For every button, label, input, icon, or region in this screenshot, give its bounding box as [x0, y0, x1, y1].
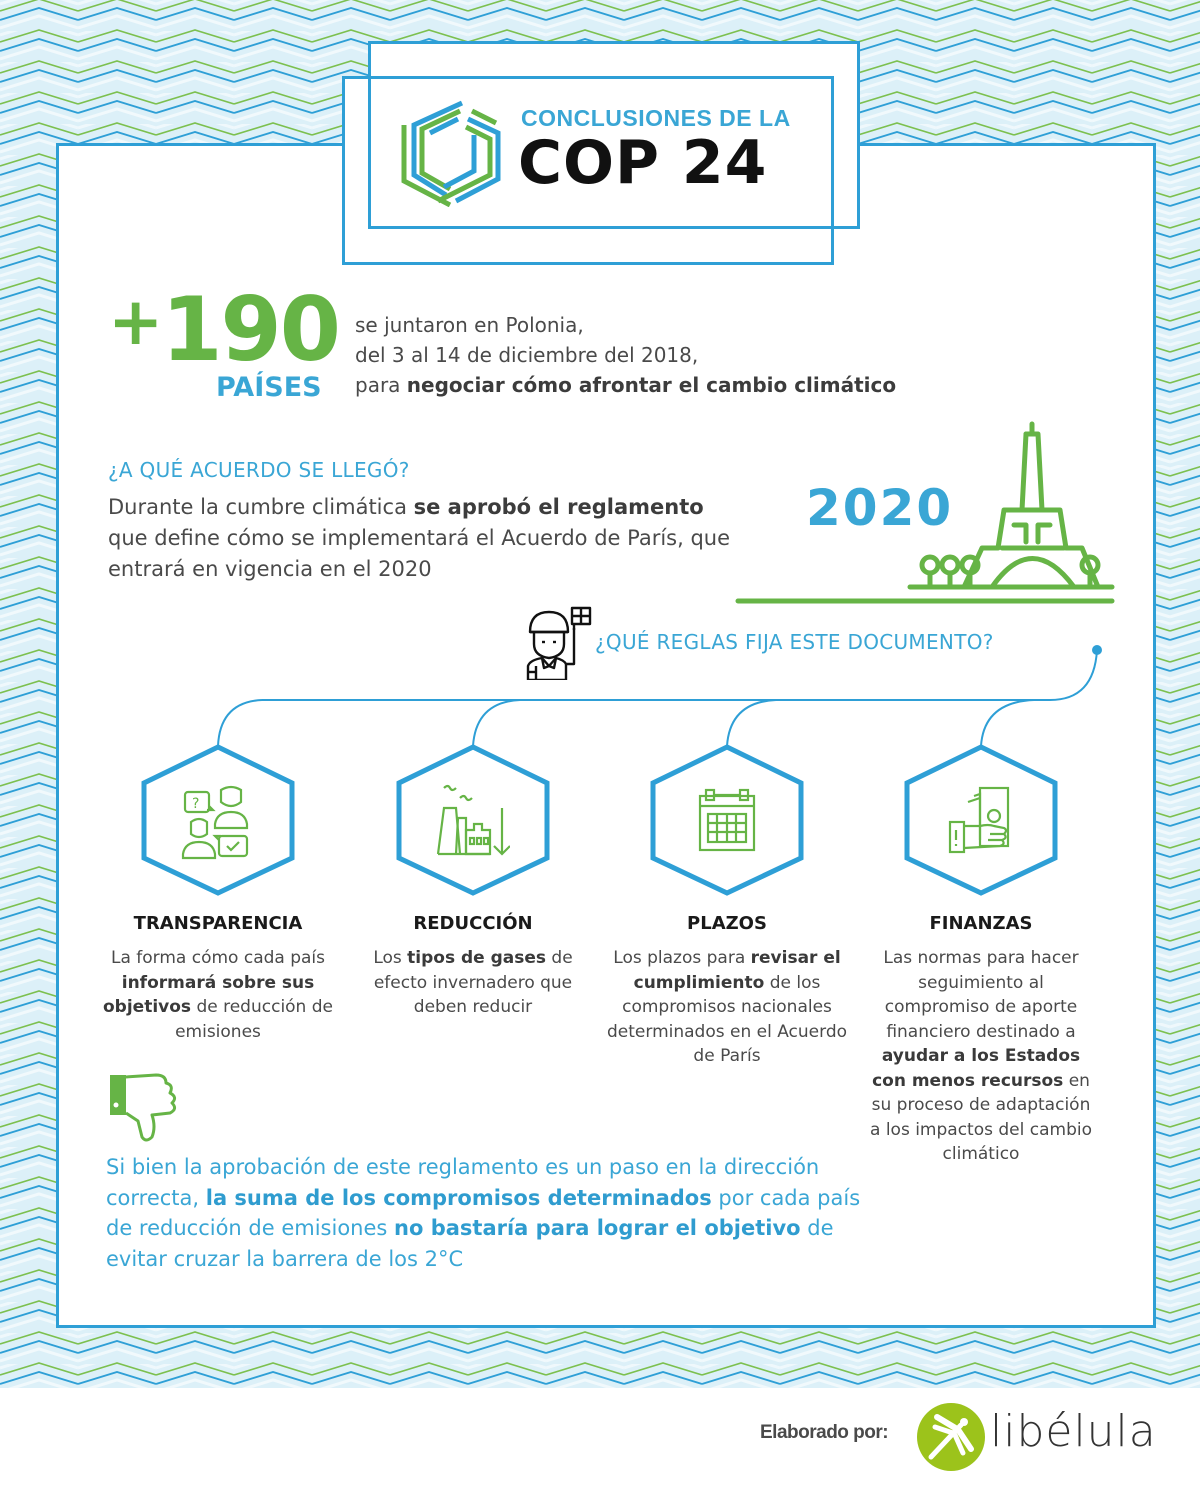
agreement-body-text: Durante la cumbre climática: [108, 495, 414, 519]
plus-sign: +: [108, 283, 162, 360]
item-text: de los compromisos nacionales determinados en el Acuerdo de París: [607, 972, 848, 1066]
intro-line-1: se juntaron en Polonia,: [355, 313, 584, 337]
conclusion-bold-part: la suma de los compromisos determinados: [205, 1185, 712, 1210]
conclusion-text-part: por cada país de reducción de emisiones: [106, 1185, 861, 1240]
intro-line-3-prefix: para: [355, 373, 407, 397]
hand-with-money-icon: [944, 780, 1018, 860]
year-2020: 2020: [806, 479, 954, 537]
people-discussion-icon: [181, 780, 255, 860]
item-text-bold: ayudar a los Estados con menos recursos: [872, 1046, 1081, 1091]
factory-emissions-down-icon: [436, 780, 510, 860]
worker-with-flag-icon: [522, 604, 592, 680]
item-title-transparencia: TRANSPARENCIA: [133, 913, 303, 934]
item-text: Los plazos para: [613, 948, 751, 968]
dragonfly-logo-icon: [917, 1403, 985, 1471]
item-text: de efecto invernadero que deben reducir: [373, 948, 573, 1017]
item-body-transparencia: [98, 946, 338, 1044]
countries-label: PAÍSES: [216, 372, 322, 403]
conclusion-text-part: de evitar cruzar la barrera de los 2°C: [106, 1216, 834, 1271]
item-title-reduccion: REDUCCIÓN: [413, 913, 533, 934]
calendar-icon: [690, 780, 764, 860]
hex-finanzas: [904, 744, 1058, 896]
item-text-bold: revisar el cumplimiento: [633, 948, 841, 993]
intro-line-3: [355, 370, 896, 400]
conclusion-text-part: Si bien la aprobación de este reglamento es un paso en la dirección correcta,: [106, 1155, 820, 1210]
item-body-plazos: [607, 946, 847, 1069]
conclusion-text: [106, 1152, 866, 1274]
item-text: La forma cómo cada país: [110, 948, 326, 968]
conclusion-bold-part: no bastaría para lograr el objetivo: [394, 1216, 801, 1240]
item-text: de reducción de emisiones: [175, 997, 333, 1042]
credit-label: Elaborado por:: [760, 1422, 889, 1443]
intro-line-3-bold: negociar cómo afrontar el cambio climático: [406, 373, 897, 397]
item-text: Las normas para hacer seguimiento al compromiso de aporte financiero destinado a: [883, 948, 1079, 1042]
hex-plazos: [650, 744, 804, 896]
rules-question: ¿QUÉ REGLAS FIJA ESTE DOCUMENTO?: [595, 630, 994, 654]
hex-transparencia: [141, 744, 295, 896]
hexagon-logo-icon: [400, 97, 504, 207]
item-title-finanzas: FINANZAS: [929, 913, 1033, 934]
svg-text:?: ?: [192, 796, 200, 812]
item-text-bold: informará sobre sus objetivos: [103, 972, 315, 1017]
item-title-plazos: PLAZOS: [687, 913, 767, 934]
item-text: Los: [373, 948, 408, 968]
thumbs-down-icon: [108, 1073, 184, 1143]
item-text: en su proceso de adaptación a los impactos del cambio climático: [870, 1070, 1092, 1164]
intro-line-2: del 3 al 14 de diciembre del 2018,: [355, 343, 699, 367]
page-title: COP 24: [518, 128, 768, 198]
item-text-bold: tipos de gases: [407, 948, 547, 968]
item-body-reduccion: [353, 946, 593, 1020]
title-subtitle: CONCLUSIONES DE LA: [521, 105, 791, 131]
countries-count: [108, 278, 340, 381]
brand-name: libélula: [990, 1406, 1157, 1457]
item-body-finanzas: [866, 946, 1096, 1167]
agreement-body-text-2: que define cómo se implementará el Acuerdo de París, que entrará en vigencia en el 2020: [108, 526, 731, 581]
countries-number: 190: [161, 278, 340, 381]
intro-text: [355, 310, 896, 400]
hex-reduccion: [396, 744, 550, 896]
agreement-body: [108, 492, 748, 585]
agreement-question: ¿A QUÉ ACUERDO SE LLEGÓ?: [108, 458, 410, 482]
agreement-body-bold: se aprobó el reglamento: [413, 495, 704, 519]
